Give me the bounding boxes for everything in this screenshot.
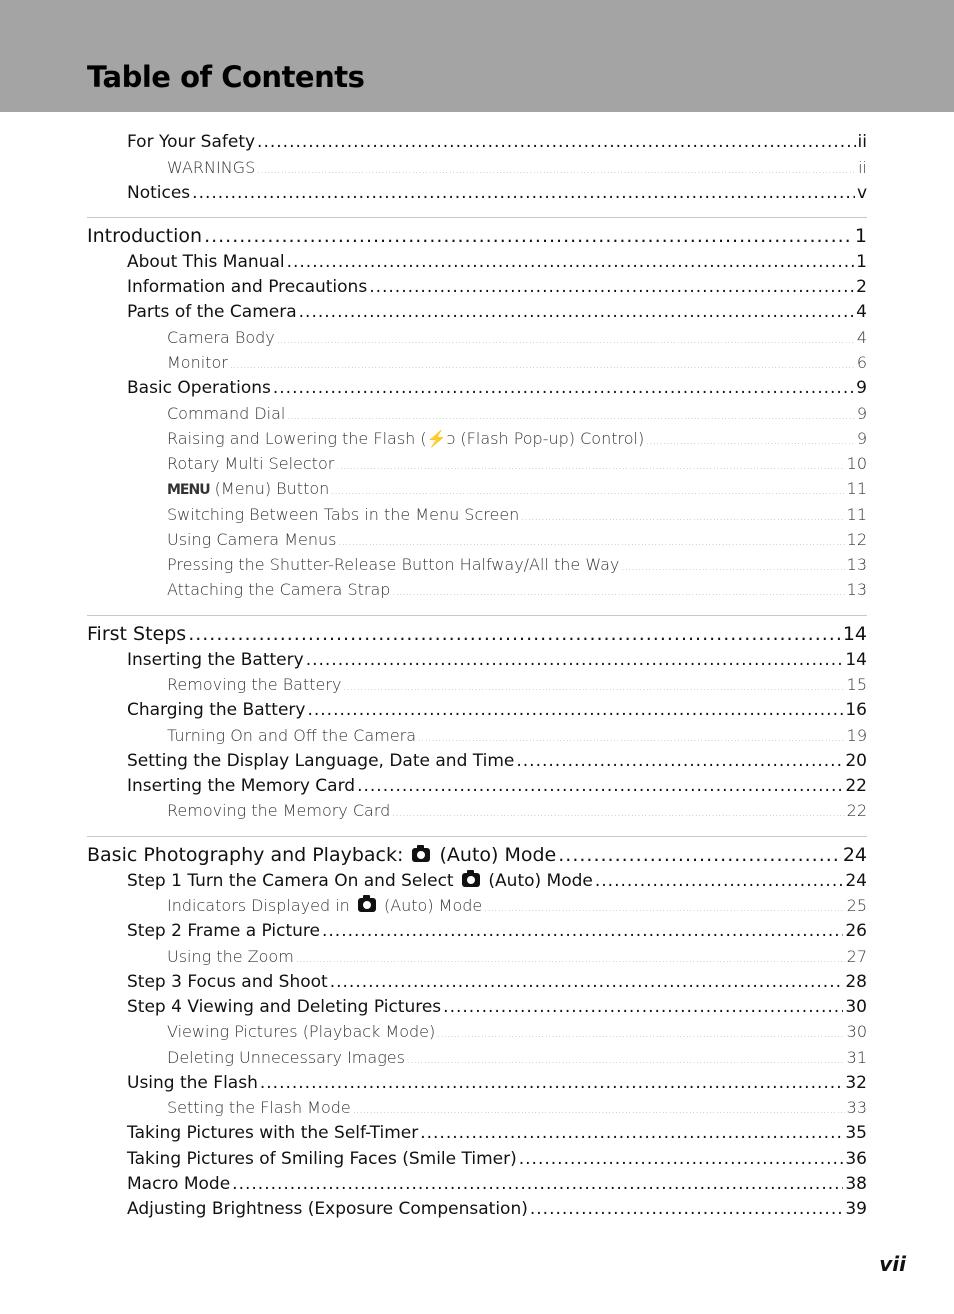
toc-page-number: 9 [856,404,867,423]
toc-title-text: Inserting the Memory Card [127,776,356,796]
leader-dots [287,412,854,422]
leader-dots [595,871,843,891]
toc-entry-title [167,158,255,177]
toc-entry[interactable] [167,530,867,549]
toc-entry-title [127,972,328,992]
toc-entry[interactable] [127,252,867,272]
toc-entry[interactable] [127,921,867,941]
toc-page-number: ii [858,158,867,177]
toc-entry[interactable] [87,225,867,247]
toc-page-number: 11 [846,505,867,524]
toc-entry-title [167,580,390,599]
toc-entry-title [167,947,294,966]
toc-entry[interactable] [127,751,867,771]
leader-dots [519,1149,844,1169]
leader-dots [516,751,843,771]
leader-dots [299,302,855,322]
toc-title-text: Basic Photography and Playback: [87,844,410,866]
leader-dots [322,921,843,941]
leader-dots [338,538,844,548]
toc-entry[interactable] [127,972,867,992]
toc-entry-title [127,302,297,322]
toc-title-text: (Menu) Button [209,479,330,498]
section-divider [87,615,867,616]
toc-entry[interactable] [127,378,867,398]
toc-title-text: Removing the Memory Card [167,801,391,820]
toc-page-number: 16 [845,700,867,720]
section-divider [87,836,867,837]
toc-title-text: Information and Precautions [127,277,368,297]
toc-title-text: Deleting Unnecessary Images [167,1048,405,1067]
toc-entry-title [167,726,416,745]
toc-page-number: 33 [846,1098,867,1117]
toc-title-text: Viewing Pictures (Playback Mode) [167,1022,436,1041]
toc-title-text: Switching Between Tabs in the Menu Screen [167,505,520,524]
toc-title-text: About This Manual [127,252,285,272]
toc-entry-title [167,675,341,694]
toc-entry-title [167,1098,351,1117]
toc-entry-title [127,1199,528,1219]
toc-page-number: 12 [846,530,867,549]
toc-page-number: 35 [845,1123,867,1143]
toc-title-text: Command Dial [167,404,286,423]
toc-title-text: First Steps [87,623,187,645]
toc-title-text: (Auto) Mode [378,896,483,915]
toc-entry-title [127,132,255,152]
toc-page-number: 30 [846,1022,867,1041]
toc-entry[interactable] [167,896,867,915]
toc-page-number: 1 [854,225,867,247]
toc-title-text: Camera Body [167,328,275,347]
leader-dots [357,776,843,796]
toc-page-number: 24 [842,844,867,866]
leader-dots [260,1073,844,1093]
toc-entry[interactable] [127,700,867,720]
toc-entry[interactable] [127,871,867,891]
toc-title-text: Setting the Display Language, Date and Time [127,751,515,771]
toc-entry[interactable] [167,505,867,524]
leader-dots [484,904,844,914]
toc-page-number: ii [857,132,867,152]
leader-dots [188,623,841,645]
leader-dots [646,437,855,447]
toc-title-text: Pressing the Shutter-Release Button Halfway/All the Way [167,555,620,574]
toc-page-number: v [856,183,867,203]
toc-entry[interactable] [167,429,867,448]
leader-dots [530,1199,844,1219]
toc-title-text: Notices [127,183,191,203]
toc-title-text: Taking Pictures with the Self-Timer [127,1123,419,1143]
toc-entry[interactable] [87,623,867,645]
toc-title-text: Step 4 Viewing and Deleting Pictures [127,997,442,1017]
toc-page-number: 31 [846,1048,867,1067]
toc-entry-title [167,454,334,473]
toc-entry-title [127,1073,258,1093]
toc-entry-title [167,896,482,915]
toc-entry[interactable] [167,404,867,423]
toc-entry-title [87,225,202,247]
page-title: Table of Contents [87,60,365,94]
toc-entry[interactable] [127,1174,867,1194]
toc-entry-title [167,1022,435,1041]
flash-popup-icon: ⚡ↄ [426,429,456,448]
toc-page-number: 4 [856,328,867,347]
toc-entry[interactable] [127,1073,867,1093]
toc-entry-title [127,776,355,796]
toc-title-text: (Auto) Mode [433,844,557,866]
leader-dots [437,1030,844,1040]
toc-title-text: Using the Flash [127,1073,258,1093]
leader-dots [521,513,844,523]
toc-entry-title [167,1048,405,1067]
leader-dots [558,844,841,866]
toc-entry-title [127,1123,418,1143]
toc-entry-title [127,1174,230,1194]
toc-title-text: Indicators Displayed in [167,896,355,915]
toc-entry-title [127,700,305,720]
toc-entry-title [127,997,441,1017]
page-number: vii [879,1252,906,1276]
toc-entry[interactable] [127,1123,867,1143]
leader-dots [343,683,844,693]
toc-entry-title [127,252,285,272]
toc-entry-title [127,871,593,891]
toc-title-text: Raising and Lowering the Flash ( [167,429,427,448]
leader-dots [331,487,844,497]
toc-entry-title [167,328,275,347]
leader-dots [287,252,855,272]
toc-page-number: 28 [845,972,867,992]
toc-title-text: Macro Mode [127,1174,231,1194]
toc-entry-title [167,479,329,498]
toc-page-number: 13 [846,555,867,574]
toc-title-text: Attaching the Camera Strap [167,580,391,599]
leader-dots [277,336,855,346]
toc-entry[interactable] [167,675,867,694]
toc-entry-title [167,530,336,549]
toc-page-number: 22 [846,801,867,820]
toc-title-text: Using Camera Menus [167,530,337,549]
toc-title-text: Inserting the Battery [127,650,304,670]
camera-icon [412,848,430,862]
toc-entry[interactable] [167,479,867,498]
toc-page-number: 39 [845,1199,867,1219]
toc-page-number: 38 [845,1174,867,1194]
toc-page-number: 4 [856,302,867,322]
toc-page-number: 25 [846,896,867,915]
toc-page-number: 14 [842,623,867,645]
leader-dots [407,1056,845,1066]
toc-entry[interactable] [167,1048,867,1067]
leader-dots [330,972,844,992]
toc-page-number: 13 [846,580,867,599]
toc-title-text: Using the Zoom [167,947,294,966]
leader-dots [204,225,853,247]
toc-entry[interactable] [127,277,867,297]
toc-title-text: Monitor [167,353,228,372]
toc-title-text: Charging the Battery [127,700,306,720]
toc-entry[interactable] [127,776,867,796]
toc-entry-title [127,183,190,203]
camera-icon [462,873,480,887]
leader-dots [418,734,845,744]
toc-entry-title [127,1149,517,1169]
toc-entry-title [127,277,367,297]
leader-dots [306,650,844,670]
toc-entry[interactable] [87,844,867,866]
toc-entry[interactable] [167,158,867,177]
toc-entry[interactable] [167,726,867,745]
toc-entry-title [127,921,320,941]
leader-dots [392,588,844,598]
toc-page-number: 10 [846,454,867,473]
toc-page-number: 26 [845,921,867,941]
toc-page-number: 14 [845,650,867,670]
toc-entry[interactable] [167,1022,867,1041]
toc-entry-title [127,650,304,670]
toc-entry[interactable] [167,801,867,820]
toc-page-number: 19 [846,726,867,745]
toc-title-text: Introduction [87,225,203,247]
toc-title-text: For Your Safety [127,132,256,152]
toc-title-text: Turning On and Off the Camera [167,726,417,745]
header-band [0,0,954,112]
toc-entry-title [87,844,556,866]
leader-dots [369,277,854,297]
leader-dots [230,361,855,371]
toc-title-text: WARNINGS [167,158,256,177]
toc-page-number: 22 [845,776,867,796]
leader-dots [336,462,844,472]
camera-icon [358,898,376,912]
leader-dots [257,132,856,152]
toc-page-number: 9 [856,429,867,448]
toc-entry[interactable] [167,555,867,574]
toc-entry[interactable] [167,353,867,372]
toc-entry[interactable] [127,1149,867,1169]
leader-dots [232,1174,843,1194]
toc-entry[interactable] [127,183,867,203]
toc-entry[interactable] [167,947,867,966]
leader-dots [621,563,844,573]
toc-page-number: 36 [845,1149,867,1169]
toc-page-number: 6 [856,353,867,372]
toc-title-text: Adjusting Brightness (Exposure Compensation) [127,1199,528,1219]
toc-title-text: (Auto) Mode [483,871,593,891]
toc-page-number: 9 [856,378,867,398]
toc-entry-title [167,353,228,372]
toc-title-text: Taking Pictures of Smiling Faces (Smile Timer) [127,1149,517,1169]
toc-entry-title [167,505,519,524]
toc-page-number: 20 [845,751,867,771]
toc-title-text: Parts of the Camera [127,302,297,322]
toc-title-text: Step 3 Focus and Shoot [127,972,328,992]
toc-entry[interactable] [167,1098,867,1117]
toc-entry[interactable] [127,1199,867,1219]
toc-page-number: 32 [845,1073,867,1093]
toc-entry-title [127,378,271,398]
toc-entry-title [167,555,619,574]
leader-dots [273,378,854,398]
toc-entry-title [167,404,285,423]
toc-entry[interactable] [127,650,867,670]
section-divider [87,217,867,218]
toc-page-number: 24 [845,871,867,891]
toc-page-number: 1 [856,252,867,272]
toc-entry[interactable] [127,132,867,152]
toc-entry[interactable] [127,302,867,322]
leader-dots [192,183,855,203]
leader-dots [353,1106,845,1116]
toc-entry[interactable] [167,454,867,473]
leader-dots [392,809,844,819]
toc-page-number: 2 [856,277,867,297]
leader-dots [257,166,856,176]
toc-page-number: 15 [846,675,867,694]
leader-dots [296,955,845,965]
toc-title-text: Removing the Battery [167,675,342,694]
toc-entry-title [167,801,390,820]
toc-entry-title [127,751,514,771]
toc-title-text: Rotary Multi Selector [167,454,335,473]
toc-title-text: Step 1 Turn the Camera On and Select [127,871,459,891]
leader-dots [420,1123,843,1143]
toc-entry[interactable] [167,328,867,347]
toc-entry[interactable] [167,580,867,599]
leader-dots [443,997,843,1017]
toc-page-number: 11 [846,479,867,498]
toc-page-number: 27 [846,947,867,966]
leader-dots [307,700,843,720]
toc-title-text: (Flash Pop-up) Control) [455,429,645,448]
menu-icon: MENU [167,482,210,498]
toc-title-text: Step 2 Frame a Picture [127,921,320,941]
toc-page-number: 30 [845,997,867,1017]
toc-title-text: Basic Operations [127,378,271,398]
toc-entry[interactable] [127,997,867,1017]
toc-entry-title [87,623,186,645]
toc-title-text: Setting the Flash Mode [167,1098,351,1117]
toc-entry-title [167,429,644,448]
